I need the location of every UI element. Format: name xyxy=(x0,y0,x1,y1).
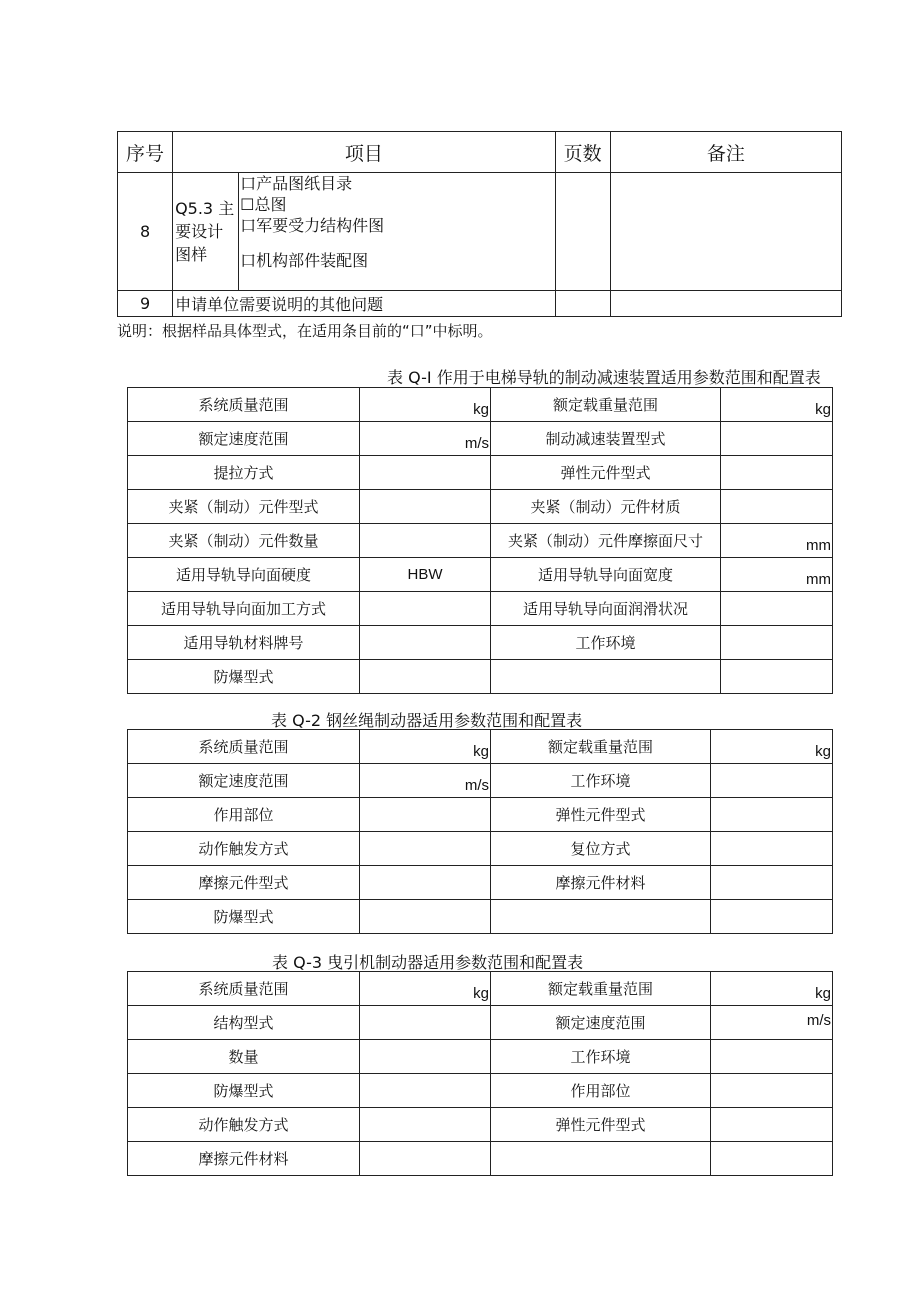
row8-label xyxy=(173,173,239,291)
param-label: 系统质量范围 xyxy=(128,972,360,1006)
param-label: 弹性元件型式 xyxy=(491,1108,711,1142)
row9-pages[interactable] xyxy=(555,291,610,317)
param-value-cell[interactable] xyxy=(360,660,491,694)
param-row xyxy=(128,764,833,798)
param-label: 额定速度范围 xyxy=(128,422,360,456)
param-value-cell[interactable] xyxy=(711,832,833,866)
param-label: 适用导轨导向面加工方式 xyxy=(128,592,360,626)
param-row xyxy=(128,866,833,900)
row8-label-line: Q5.3 主 xyxy=(175,199,235,218)
param-value-cell[interactable] xyxy=(711,900,833,934)
table-q3-caption: 表 Q-3 曳引机制动器适用参数范围和配置表 xyxy=(272,953,584,972)
param-row xyxy=(128,1040,833,1074)
param-row xyxy=(128,1006,833,1040)
unit-label: kg xyxy=(815,985,831,1002)
unit-label: mm xyxy=(806,571,831,588)
param-row xyxy=(128,1108,833,1142)
param-value-cell[interactable] xyxy=(360,1108,491,1142)
param-label: 数量 xyxy=(128,1040,360,1074)
param-value-cell[interactable] xyxy=(360,456,491,490)
param-value-cell[interactable] xyxy=(711,1074,833,1108)
param-label: 防爆型式 xyxy=(128,1074,360,1108)
param-label: 动作触发方式 xyxy=(128,1108,360,1142)
param-label: 适用导轨材料牌号 xyxy=(128,626,360,660)
checklist-item-structure[interactable]: 口军要受力结构件图 xyxy=(240,216,385,235)
param-row xyxy=(128,422,833,456)
param-label xyxy=(491,1142,711,1176)
param-value-cell[interactable] xyxy=(360,592,491,626)
table-q1-caption: 表 Q-I 作用于电梯导轨的制动减速装置适用参数范围和配置表 xyxy=(387,368,821,387)
param-label: 额定速度范围 xyxy=(128,764,360,798)
param-label: 工作环境 xyxy=(491,1040,711,1074)
param-value-cell[interactable] xyxy=(360,798,491,832)
param-row xyxy=(128,660,833,694)
param-label xyxy=(491,660,721,694)
param-value-cell[interactable] xyxy=(360,1040,491,1074)
param-value-cell[interactable] xyxy=(711,866,833,900)
param-label: 夹紧（制动）元件数量 xyxy=(128,524,360,558)
row9-index: 9 xyxy=(118,291,173,317)
param-value-cell[interactable] xyxy=(721,626,833,660)
param-value-cell[interactable] xyxy=(360,764,491,798)
param-value-cell[interactable] xyxy=(360,388,491,422)
param-value-cell[interactable] xyxy=(721,490,833,524)
param-label: 系统质量范围 xyxy=(128,730,360,764)
param-row xyxy=(128,456,833,490)
unit-label: kg xyxy=(473,401,489,418)
param-label: 适用导轨导向面宽度 xyxy=(491,558,721,592)
param-label: 摩擦元件型式 xyxy=(128,866,360,900)
param-value-cell[interactable] xyxy=(360,626,491,660)
unit-label: m/s xyxy=(806,1012,831,1029)
param-value-cell[interactable] xyxy=(721,524,833,558)
unit-label: kg xyxy=(473,743,489,760)
param-row xyxy=(128,798,833,832)
param-row xyxy=(128,626,833,660)
header-pages: 页数 xyxy=(555,132,610,173)
param-value-cell[interactable] xyxy=(360,866,491,900)
unit-label: m/s xyxy=(464,777,489,794)
param-label: 结构型式 xyxy=(128,1006,360,1040)
param-value-cell[interactable] xyxy=(721,422,833,456)
param-value-cell[interactable] xyxy=(360,972,491,1006)
param-label: 额定载重量范围 xyxy=(491,388,721,422)
param-value-cell[interactable] xyxy=(360,524,491,558)
param-label: 摩擦元件材料 xyxy=(491,866,711,900)
param-label: 复位方式 xyxy=(491,832,711,866)
header-item: 项目 xyxy=(173,132,556,173)
row9-text: 申请单位需要说明的其他问题 xyxy=(173,291,556,317)
items-table xyxy=(117,131,842,317)
param-row xyxy=(128,1074,833,1108)
param-value-cell[interactable] xyxy=(360,558,491,592)
param-row xyxy=(128,558,833,592)
param-value-cell[interactable] xyxy=(721,456,833,490)
param-label: 系统质量范围 xyxy=(128,388,360,422)
table-q1 xyxy=(127,387,833,694)
param-label: 弹性元件型式 xyxy=(491,798,711,832)
param-label: 摩擦元件材料 xyxy=(128,1142,360,1176)
param-row xyxy=(128,592,833,626)
param-label: 夹紧（制动）元件材质 xyxy=(491,490,721,524)
param-value-cell[interactable] xyxy=(360,730,491,764)
param-label: 提拉方式 xyxy=(128,456,360,490)
param-label: 作用部位 xyxy=(128,798,360,832)
param-value-cell[interactable] xyxy=(711,730,833,764)
param-label: 夹紧（制动）元件摩擦面尺寸 xyxy=(491,524,721,558)
param-value-cell[interactable] xyxy=(711,972,833,1006)
param-value-cell[interactable] xyxy=(711,1108,833,1142)
param-value-cell[interactable] xyxy=(721,558,833,592)
param-value-cell[interactable] xyxy=(711,764,833,798)
param-label xyxy=(491,900,711,934)
param-row xyxy=(128,388,833,422)
row8-remarks[interactable] xyxy=(610,173,841,291)
param-value-cell[interactable] xyxy=(360,1006,491,1040)
row8-checklist xyxy=(239,173,555,291)
param-label: 防爆型式 xyxy=(128,660,360,694)
param-row xyxy=(128,1142,833,1176)
unit-label: kg xyxy=(473,985,489,1002)
header-index: 序号 xyxy=(118,132,173,173)
checklist-item-general[interactable]: ☐总图 xyxy=(240,195,287,214)
param-label: 制动减速装置型式 xyxy=(491,422,721,456)
row8-pages[interactable] xyxy=(555,173,610,291)
param-value-cell[interactable] xyxy=(360,832,491,866)
param-label: 防爆型式 xyxy=(128,900,360,934)
param-row xyxy=(128,900,833,934)
row9-remarks[interactable] xyxy=(610,291,841,317)
param-label: 工作环境 xyxy=(491,626,721,660)
param-label: 弹性元件型式 xyxy=(491,456,721,490)
unit-label: mm xyxy=(806,537,831,554)
param-value-cell[interactable] xyxy=(721,388,833,422)
checklist-item-assembly[interactable]: 口机构部件装配图 xyxy=(240,251,369,270)
row8-label-line: 要设计 xyxy=(175,222,224,241)
param-label: 额定速度范围 xyxy=(491,1006,711,1040)
row8-index: 8 xyxy=(118,173,173,291)
param-row xyxy=(128,730,833,764)
param-label: 额定载重量范围 xyxy=(491,730,711,764)
param-label: 工作环境 xyxy=(491,764,711,798)
row8-label-line: 图样 xyxy=(175,245,208,264)
param-value-cell[interactable] xyxy=(360,1074,491,1108)
param-value-cell[interactable] xyxy=(360,900,491,934)
param-value-cell[interactable] xyxy=(721,592,833,626)
unit-label: HBW xyxy=(407,566,443,583)
param-value-cell[interactable] xyxy=(711,798,833,832)
param-row xyxy=(128,832,833,866)
table-q3 xyxy=(127,971,833,1176)
param-label: 适用导轨导向面润滑状况 xyxy=(491,592,721,626)
param-row xyxy=(128,972,833,1006)
param-value-cell[interactable] xyxy=(360,1142,491,1176)
param-row xyxy=(128,524,833,558)
param-value-cell[interactable] xyxy=(711,1006,833,1040)
checklist-item-catalog[interactable]: 口产品图纸目录 xyxy=(240,174,353,193)
unit-label: kg xyxy=(815,743,831,760)
param-label: 作用部位 xyxy=(491,1074,711,1108)
header-remarks: 备注 xyxy=(610,132,841,173)
unit-label: kg xyxy=(815,401,831,418)
param-value-cell[interactable] xyxy=(360,422,491,456)
param-value-cell[interactable] xyxy=(360,490,491,524)
param-value-cell[interactable] xyxy=(711,1142,833,1176)
param-label: 额定载重量范围 xyxy=(491,972,711,1006)
param-value-cell[interactable] xyxy=(711,1040,833,1074)
param-row xyxy=(128,490,833,524)
param-label: 适用导轨导向面硬度 xyxy=(128,558,360,592)
table-q2 xyxy=(127,729,833,934)
note-text: 说明：根据样品具体型式，在适用条目前的“口”中标明。 xyxy=(117,322,493,340)
param-value-cell[interactable] xyxy=(721,660,833,694)
param-label: 夹紧（制动）元件型式 xyxy=(128,490,360,524)
table-q2-caption: 表 Q-2 钢丝绳制动器适用参数范围和配置表 xyxy=(271,711,583,730)
param-label: 动作触发方式 xyxy=(128,832,360,866)
unit-label: m/s xyxy=(464,435,489,452)
